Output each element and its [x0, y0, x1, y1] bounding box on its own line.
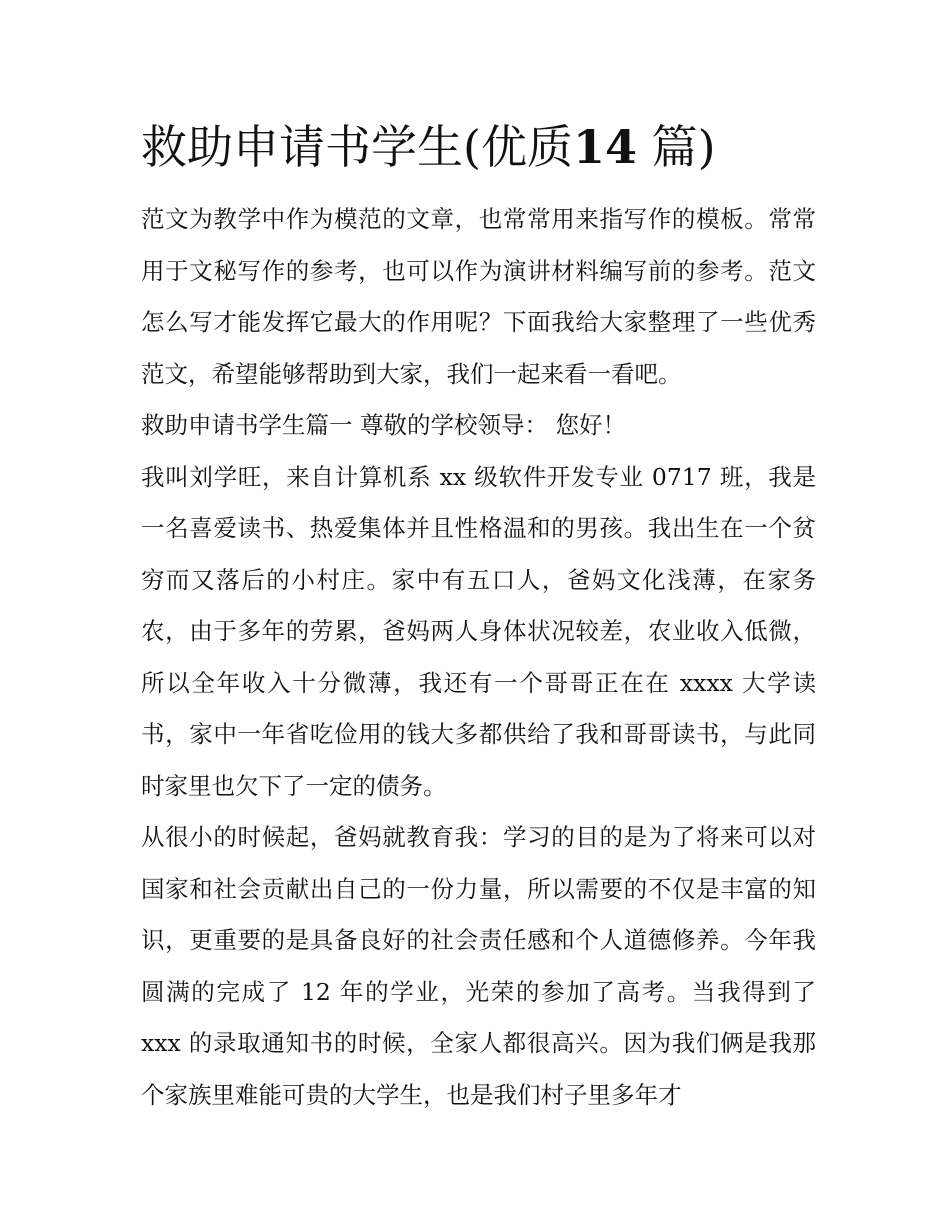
intro-paragraph: 范文为教学中作为模范的文章，也常常用来指写作的模板。常常用于文秘写作的参考，也可以作为演讲材料编写前的参考。范文怎么写才能发挥它最大的作用呢？下面我给大家整理了一些优秀范文，希望能够帮助到大家，我们一起来看一看吧。: [141, 205, 816, 388]
title-suffix: 篇): [651, 120, 716, 174]
title-prefix: 救助申请书学生(优质: [141, 120, 573, 174]
section-heading-paragraph: 救助申请书学生篇一 尊敬的学校领导： 您好！: [141, 411, 626, 439]
document-body: [141, 112, 816, 1121]
document-title: [141, 112, 816, 182]
body-paragraph-family: 我叫刘学旺，来自计算机系 xx 级软件开发专业 0717 班，我是一名喜爱读书、热爱集体并且性格温和的男孩。我出生在一个贫穷而又落后的小村庄。家中有五口人，爸妈文化浅薄，在家务农，由于多年的劳累，爸妈两人身体状况较差，农业收入低微，所以全年收入十分微薄，我还有一个哥哥正在在 xxxx 大学读书，家中一年省吃俭用的钱大多都供给了我和哥哥读书，与此同时家里也欠下了一定的债务。: [141, 462, 816, 800]
title-number: 14: [572, 120, 637, 174]
body-paragraph-education: 从很小的时候起，爸妈就教育我：学习的目的是为了将来可以对国家和社会贡献出自己的一份力量，所以需要的不仅是丰富的知识，更重要的是具备良好的社会责任感和个人道德修养。今年我圆满的完成了 12 年的学业，光荣的参加了高考。当我得到了 xxx 的录取通知书的时候，全家人都很高兴。因为我们俩是我那个家族里难能可贵的大学生，也是我们村子里多年才: [141, 823, 816, 1109]
